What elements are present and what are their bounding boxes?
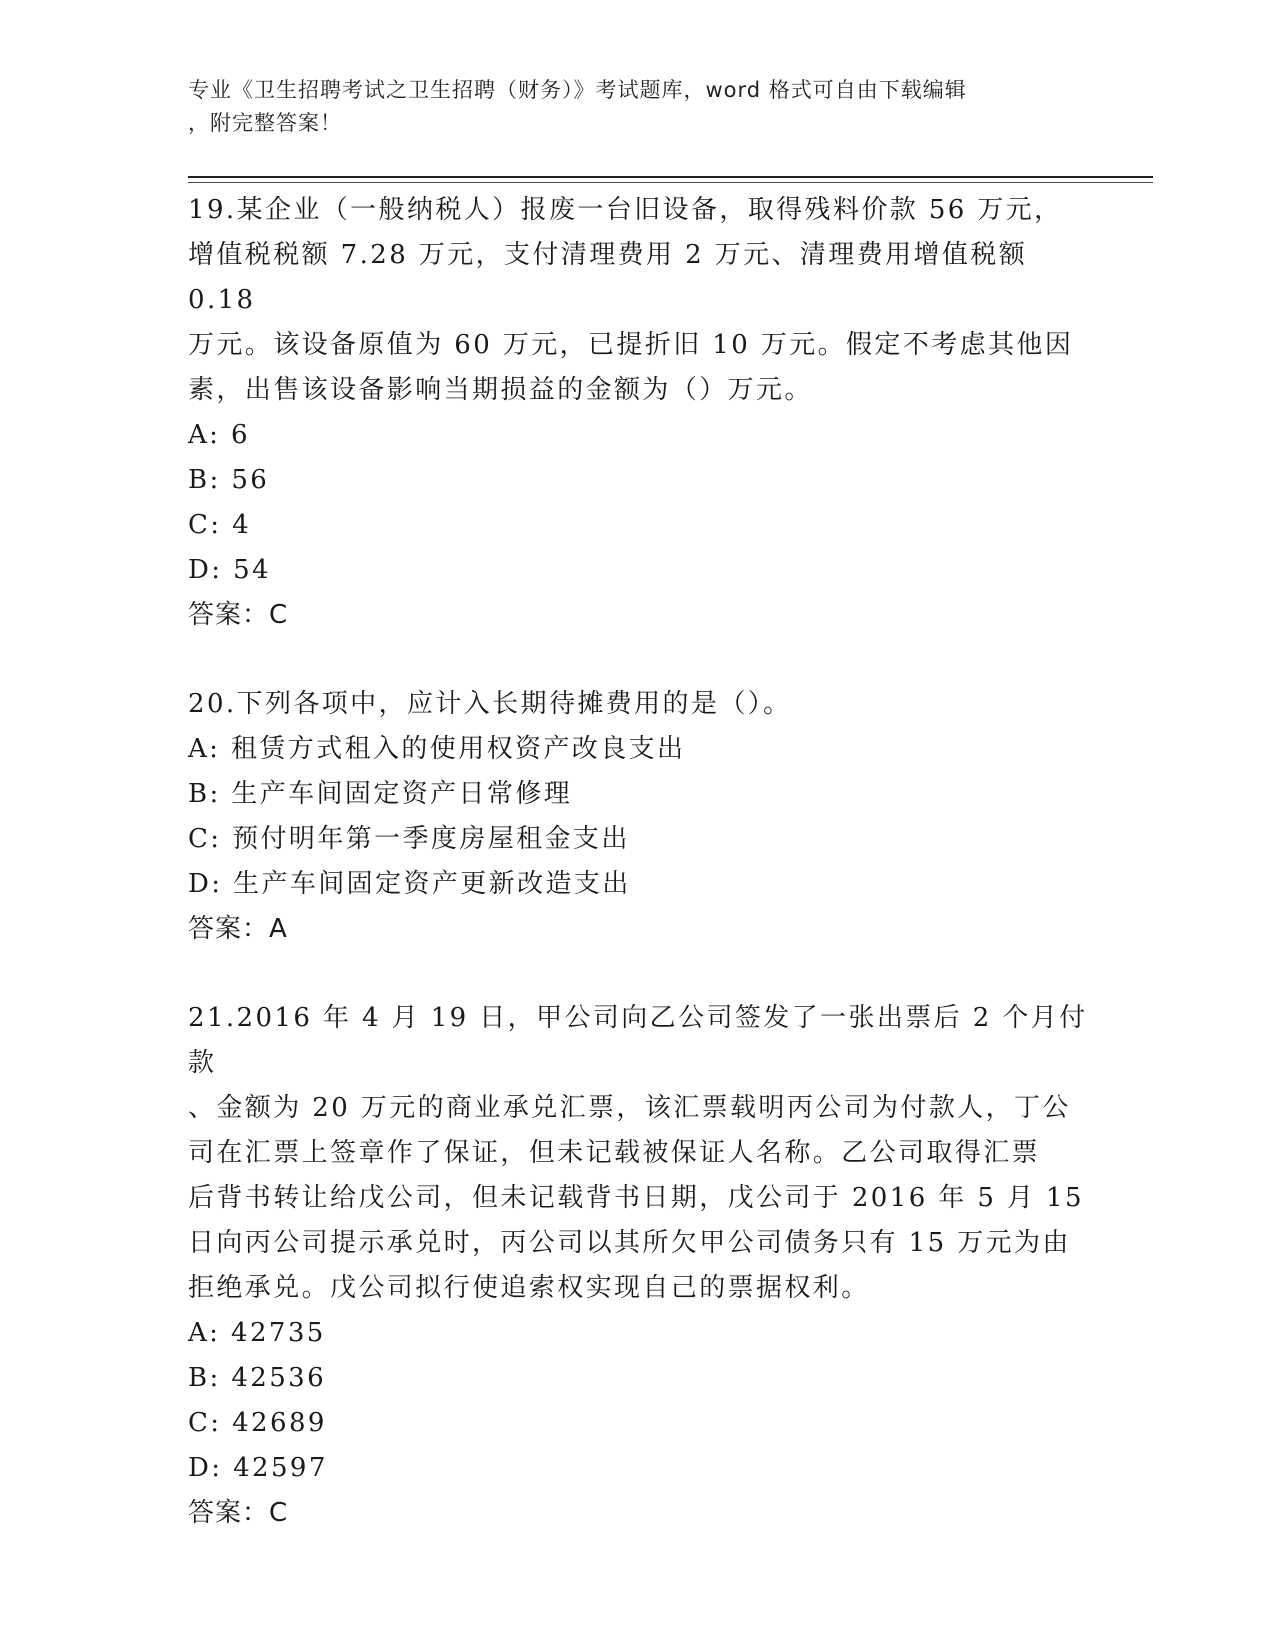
document-header bbox=[188, 74, 1068, 140]
header-rule-thin bbox=[188, 182, 1153, 183]
question-stem-line: 增值税税额 7.28 万元，支付清理费用 2 万元、清理费用增值税额 0.18 bbox=[188, 240, 1028, 315]
question-21 bbox=[188, 996, 1088, 1536]
option-c: C: 4 bbox=[188, 510, 252, 540]
answer-line: 答案：C bbox=[188, 1498, 289, 1528]
question-stem-line: 、金额为 20 万元的商业承兑汇票，该汇票载明丙公司为付款人，丁公 bbox=[188, 1093, 1071, 1123]
question-stem-line: 拒绝承兑。戊公司拟行使追索权实现自己的票据权利。 bbox=[188, 1273, 870, 1303]
question-stem-line: 日向丙公司提示承兑时，丙公司以其所欠甲公司债务只有 15 万元为由 bbox=[188, 1228, 1071, 1258]
header-line-1: 专业《卫生招聘考试之卫生招聘（财务）》考试题库，word 格式可自由下载编辑 bbox=[188, 78, 967, 102]
option-b: B: 42536 bbox=[188, 1363, 327, 1393]
question-stem-line: 19.某企业（一般纳税人）报废一台旧设备，取得残料价款 56 万元， bbox=[188, 195, 1063, 225]
option-b: B: 生产车间固定资产日常修理 bbox=[188, 779, 573, 809]
question-20 bbox=[188, 682, 1088, 952]
option-a: A: 租赁方式租入的使用权资产改良支出 bbox=[188, 734, 686, 764]
option-d: D: 42597 bbox=[188, 1453, 328, 1483]
option-d: D: 生产车间固定资产更新改造支出 bbox=[188, 869, 631, 899]
question-stem-line: 司在汇票上签章作了保证，但未记载被保证人名称。乙公司取得汇票 bbox=[188, 1138, 1041, 1168]
question-stem-line: 万元。该设备原值为 60 万元，已提折旧 10 万元。假定不考虑其他因 bbox=[188, 330, 1074, 360]
option-a: A: 6 bbox=[188, 420, 250, 450]
option-d: D: 54 bbox=[188, 555, 271, 585]
option-b: B: 56 bbox=[188, 465, 270, 495]
option-c: C: 42689 bbox=[188, 1408, 327, 1438]
question-stem-line: 20.下列各项中，应计入长期待摊费用的是（）。 bbox=[188, 689, 792, 719]
question-stem-line: 21.2016 年 4 月 19 日，甲公司向乙公司签发了一张出票后 2 个月付款 bbox=[188, 1003, 1088, 1078]
answer-line: 答案：A bbox=[188, 914, 288, 944]
option-c: C: 预付明年第一季度房屋租金支出 bbox=[188, 824, 630, 854]
answer-line: 答案：C bbox=[188, 600, 289, 630]
header-rule-thick bbox=[188, 176, 1153, 178]
question-list bbox=[188, 188, 1088, 1536]
question-19 bbox=[188, 188, 1088, 638]
question-stem-line: 后背书转让给戊公司，但未记载背书日期，戊公司于 2016 年 5 月 15 bbox=[188, 1183, 1084, 1213]
header-line-2: ，附完整答案！ bbox=[188, 111, 342, 135]
question-stem-line: 素，出售该设备影响当期损益的金额为（）万元。 bbox=[188, 375, 813, 405]
option-a: A: 42735 bbox=[188, 1318, 326, 1348]
